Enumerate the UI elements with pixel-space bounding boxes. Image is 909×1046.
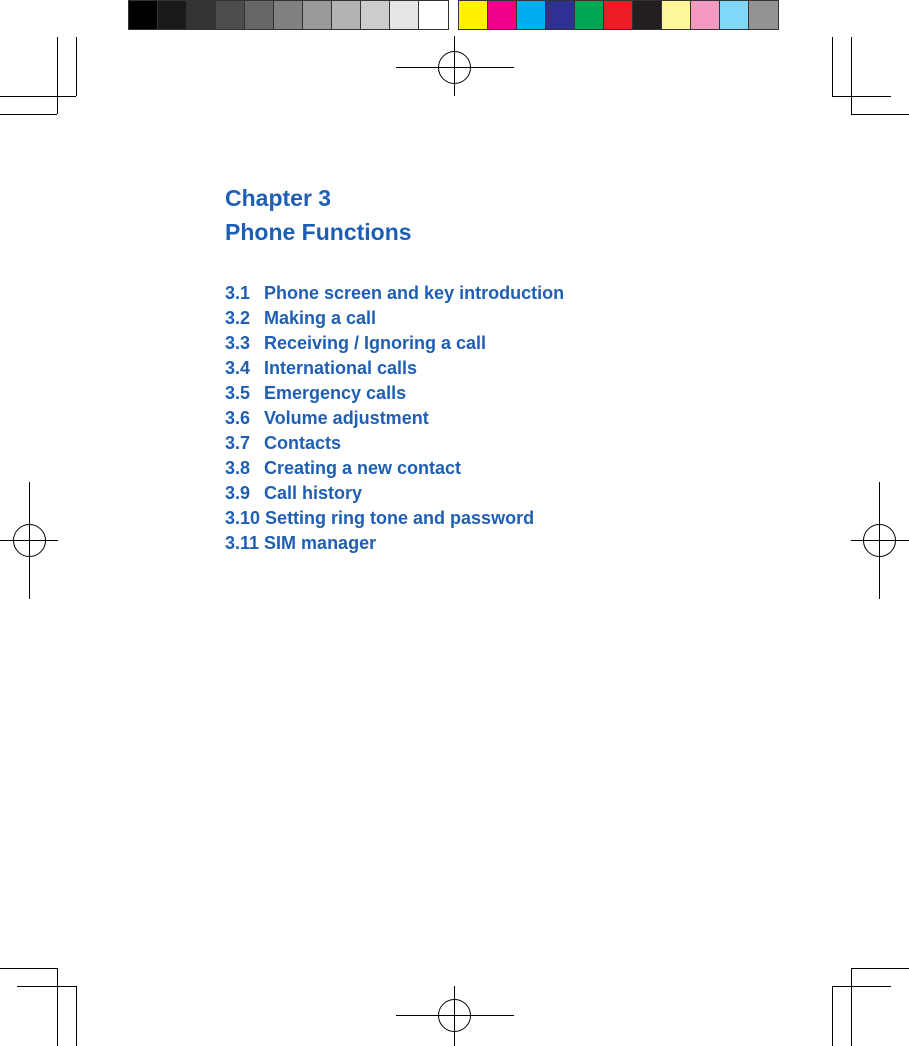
chapter-number: Chapter 3: [225, 185, 332, 211]
toc-item-number: 3.5: [225, 383, 251, 403]
toc-item[interactable]: [225, 456, 564, 481]
toc-item-title: Volume adjustment: [264, 408, 429, 428]
toc-item[interactable]: [225, 431, 564, 456]
crop-mark-top-right: [832, 37, 909, 115]
toc-item-title: SIM manager: [264, 533, 377, 553]
toc-item-number: 3.9: [225, 483, 251, 503]
toc-item-title: Emergency calls: [264, 383, 407, 403]
toc-item[interactable]: [225, 406, 564, 431]
chapter-contents-list: [225, 281, 564, 556]
toc-item[interactable]: [225, 281, 564, 306]
registration-mark-bottom: [396, 986, 514, 1046]
toc-item-number: 3.8: [225, 458, 251, 478]
toc-item-title: Making a call: [264, 308, 377, 328]
toc-item[interactable]: [225, 381, 564, 406]
crop-mark-bottom-right: [832, 968, 909, 1046]
toc-item-number: 3.1: [225, 283, 251, 303]
toc-item-number: 3.11: [225, 533, 260, 553]
toc-item-title: Receiving / Ignoring a call: [264, 333, 487, 353]
toc-item[interactable]: [225, 331, 564, 356]
chapter-heading: [225, 181, 412, 249]
toc-item-number: 3.2: [225, 308, 251, 328]
toc-item[interactable]: [225, 306, 564, 331]
toc-item-title: Creating a new contact: [264, 458, 462, 478]
crop-mark-bottom-left: [0, 968, 77, 1046]
toc-item-title: Contacts: [264, 433, 342, 453]
toc-item[interactable]: [225, 531, 564, 556]
toc-item[interactable]: [225, 506, 564, 531]
registration-mark-left: [0, 482, 58, 599]
toc-item[interactable]: [225, 356, 564, 381]
toc-item-number: 3.6: [225, 408, 251, 428]
crop-mark-top-left: [0, 37, 77, 115]
toc-item-number: 3.3: [225, 333, 251, 353]
toc-item-title: International calls: [264, 358, 418, 378]
toc-item-title: Setting ring tone and password: [265, 508, 535, 528]
registration-mark-right: [851, 482, 909, 599]
toc-item-number: 3.7: [225, 433, 251, 453]
toc-item-title: Phone screen and key introduction: [264, 283, 565, 303]
toc-item[interactable]: [225, 481, 564, 506]
registration-mark-top: [396, 36, 514, 96]
toc-item-title: Call history: [264, 483, 363, 503]
toc-item-number: 3.4: [225, 358, 251, 378]
chapter-title: Phone Functions: [225, 219, 412, 245]
toc-item-number: 3.10: [225, 508, 261, 528]
